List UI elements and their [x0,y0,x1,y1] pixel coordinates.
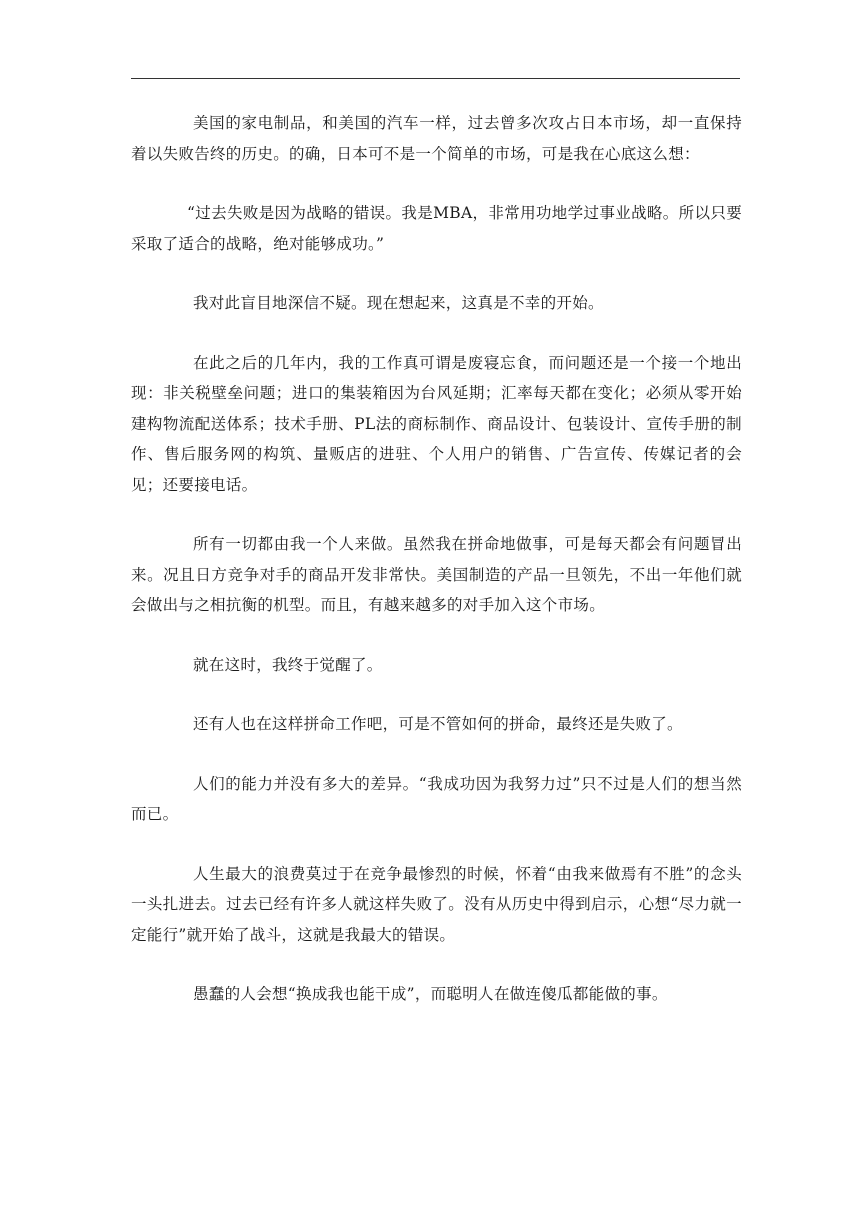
paragraph-quote: “过去失败是因为战略的错误。我是MBA，非常用功地学过事业战略。所以只要采取了适合的战略，绝对能够成功。” [131,204,742,253]
paragraph: 我对此盲目地深信不疑。现在想起来，这真是不幸的开始。 [193,294,604,312]
paragraph: 美国的家电制品，和美国的汽车一样，过去曾多次攻占日本市场，却一直保持着以失败告终的历史。的确，日本可不是一个简单的市场，可是我在心底这么想： [131,114,742,163]
header-rule [131,78,740,79]
document-body [131,108,742,1039]
paragraph: 所有一切都由我一个人来做。虽然我在拼命地做事，可是每天都会有问题冒出来。况且日方竞争对手的商品开发非常快。美国制造的产品一旦领先，不出一年他们就会做出与之相抗衡的机型。而且，有越来越多的对手加入这个市场。 [131,535,742,614]
paragraph: 人生最大的浪费莫过于在竞争最惨烈的时候，怀着“由我来做焉有不胜”的念头一头扎进去。过去已经有许多人就这样失败了。没有从历史中得到启示，心想“尽力就一定能行”就开始了战斗，这就是我最大的错误。 [131,864,742,944]
paragraph: 人们的能力并没有多大的差异。“我成功因为我努力过”只不过是人们的想当然而已。 [131,774,742,823]
paragraph: 就在这时，我终于觉醒了。 [193,655,383,674]
paragraph: 愚蠢的人会想“换成我也能干成”，而聪明人在做连傻瓜都能做的事。 [193,985,668,1003]
paragraph: 还有人也在这样拼命工作吧，可是不管如何的拼命，最终还是失败了。 [193,715,683,733]
paragraph: 在此之后的几年内，我的工作真可谓是废寝忘食，而问题还是一个接一个地出现：非关税壁垒问题；进口的集装箱因为台风延期；汇率每天都在变化；必须从零开始建构物流配送体系；技术手册、PL法的商标制作、商品设计、包装设计、宣传手册的制作、售后服务网的构筑、量贩店的进驻、个人用户的销售、广告宣传、传媒记者的会见；还要接电话。 [131,353,742,494]
